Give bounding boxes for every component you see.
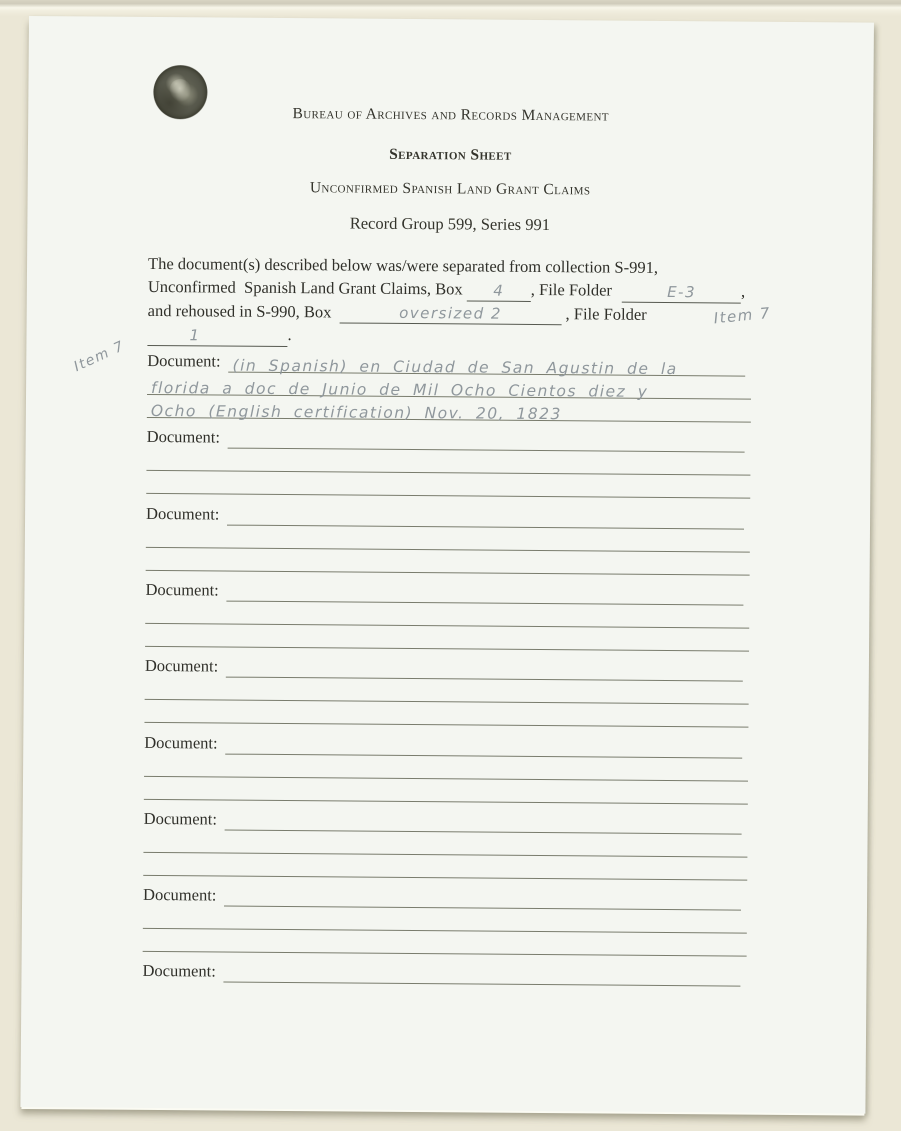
handwritten-margin-note: Item 7 [71,338,128,376]
document-label: Document: [143,884,217,905]
document-label: Document: [142,960,216,981]
sheet-title: Separation Sheet [389,145,512,164]
rehouse-box-field [339,302,561,326]
handwritten-rehouse-folder: 1 [189,325,201,344]
document-entry [146,503,751,576]
intro-text: , File Folder [565,304,647,324]
document-entry [142,960,746,987]
intro-text: Unconfirmed Spanish Land Grant Claims, Box [147,277,463,299]
document-write-line-1 [224,961,741,987]
document-entry [143,808,748,881]
document-write-line-3 [145,624,749,652]
intro-paragraph [147,252,788,351]
document-label: Document: [145,579,219,600]
document-label: Document: [143,808,218,829]
handwritten-document-text: Ocho (English certification) Nov. 20, 1823 [150,401,562,424]
document-entry [143,884,748,957]
handwritten-rehouse-box: oversized 2 [399,304,503,323]
intro-text: The document(s) described below was/were separated from collection S-991, [147,253,659,277]
document-label: Document: [146,503,220,524]
document-entry [144,655,749,728]
separation-sheet-page [20,16,874,1114]
record-group: Record Group 599, Series 991 [349,213,551,235]
document-label: Document: [147,350,221,371]
document-write-line-3 [147,395,751,423]
collection-title: Unconfirmed Spanish Land Grant Claims [309,179,591,199]
document-label: Document: [144,732,218,753]
handwritten-document-text: florida a doc de Junio de Mil Ocho Cientos diez y [151,378,649,401]
intro-line-4 [147,322,787,350]
document-entry [144,732,749,805]
document-label: Document: [144,655,219,676]
document-write-line-3 [144,700,748,728]
intro-text: . [287,325,292,345]
handwritten-box-number: 4 [493,281,505,300]
document-write-line-3 [144,777,748,805]
document-write-line-3 [143,929,747,957]
document-write-line-3 [146,471,750,499]
intro-text: , File Folder [530,280,613,300]
box-number-field [467,279,531,302]
document-write-line-3 [143,853,747,881]
document-entry-first-line [142,960,746,987]
document-entry [145,579,750,652]
intro-text: and rehoused in S-990, Box [147,300,332,322]
agency-title: Bureau of Archives and Records Management [292,105,610,125]
document-write-line-3 [146,548,750,576]
handwritten-item-note: Item 7 [712,304,772,328]
document-entry [147,350,752,423]
scanner-edge-artifact [0,0,901,16]
rehouse-folder-field [147,324,287,347]
document-entry [146,426,751,499]
file-folder-field [622,280,741,303]
document-label: Document: [146,426,221,447]
handwritten-folder-number: E-3 [667,282,697,302]
handwritten-document-text: (in Spanish) en Ciudad de San Agustin de la [232,356,678,379]
intro-text: , [741,281,746,302]
